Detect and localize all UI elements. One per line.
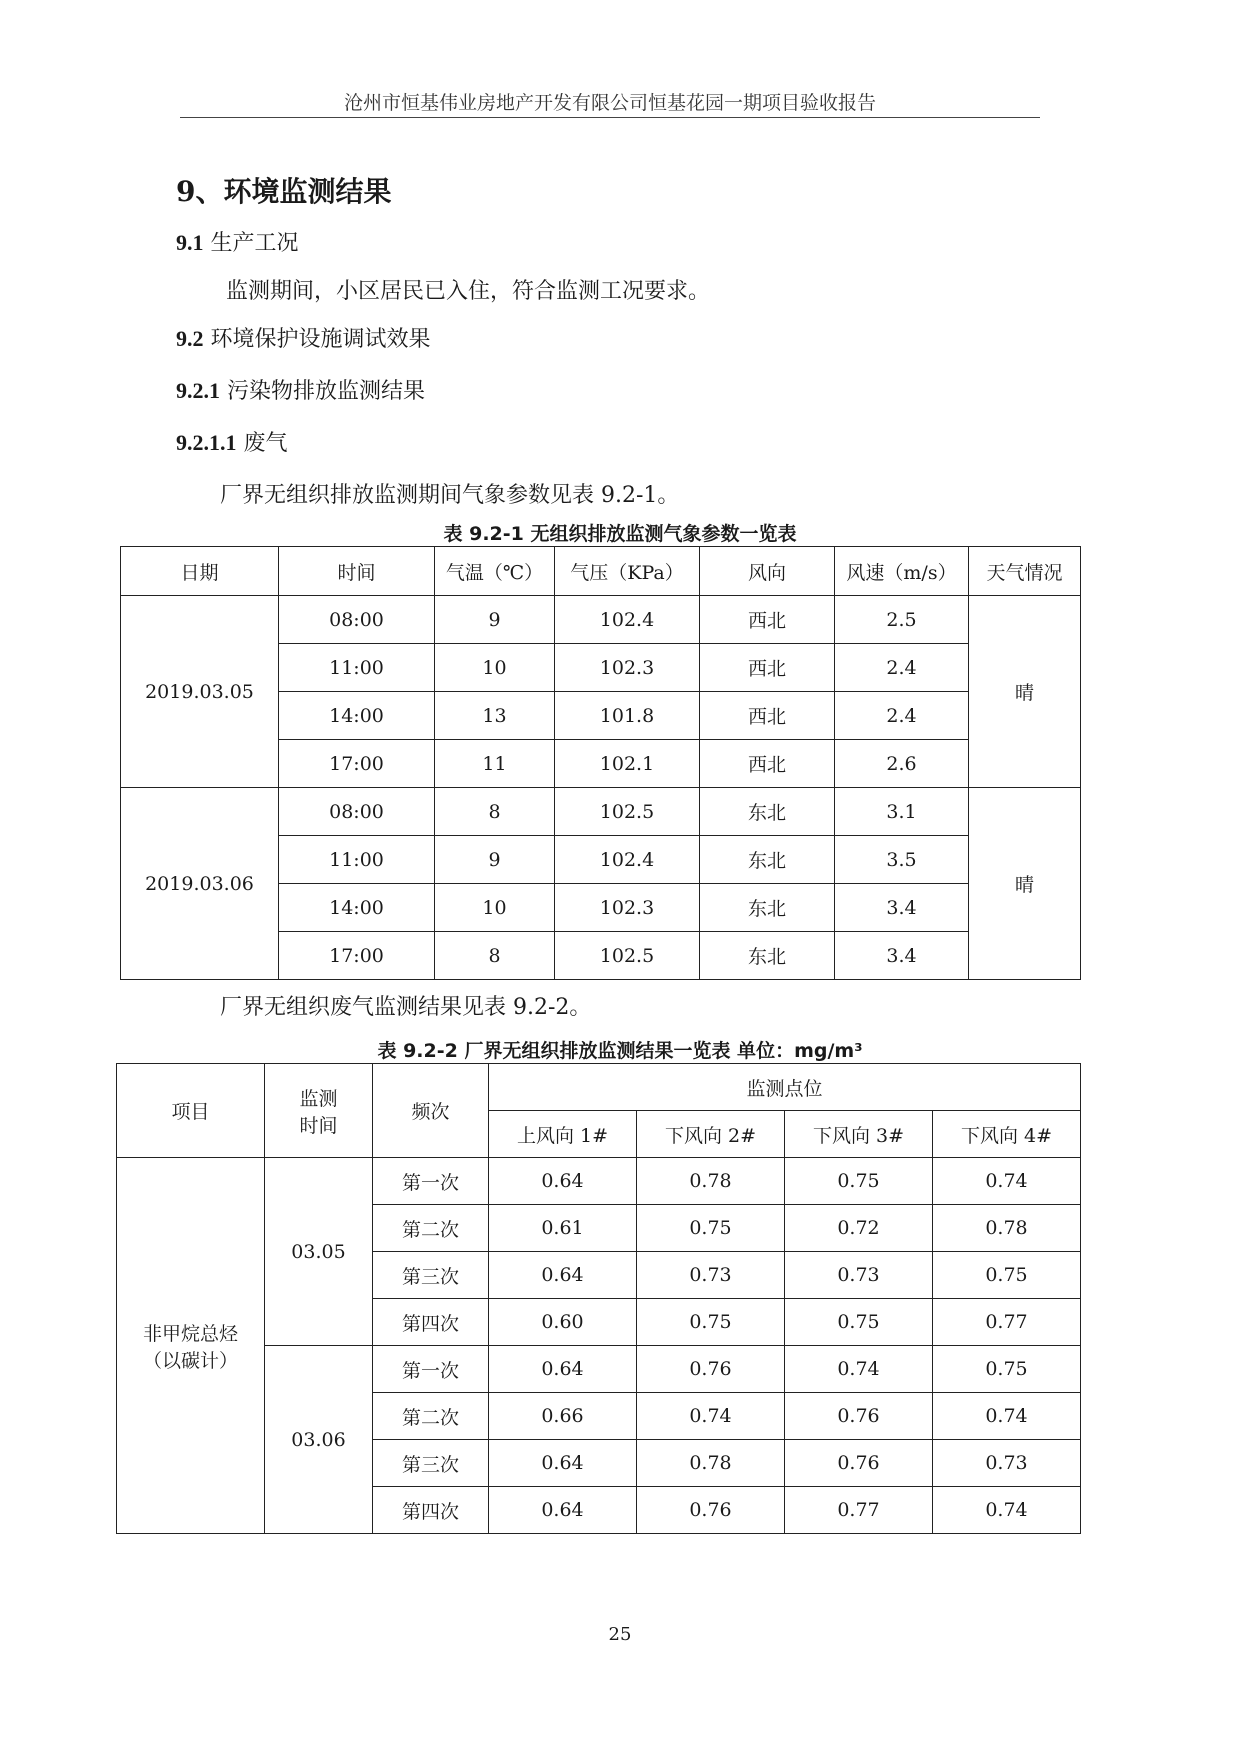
date-cell: 2019.03.06 [121,788,279,980]
column-header [265,1064,373,1158]
table-cell: 0.74 [933,1393,1081,1440]
column-header: 日期 [121,547,279,596]
table-cell: 11 [435,740,555,788]
table-cell: 0.73 [637,1252,785,1299]
table-cell: 8 [435,788,555,836]
report-header: 沧州市恒基伟业房地产开发有限公司恒基花园一期项目验收报告 [343,92,876,114]
heading-9-1 [176,226,299,257]
heading-number: 9.2.1 [176,378,220,403]
table-cell: 14:00 [279,692,435,740]
date-cell: 03.05 [265,1158,373,1346]
table-row [121,596,1081,644]
table-cell: 10 [435,644,555,692]
table-cell: 第四次 [373,1487,489,1534]
table-cell: 3.4 [835,884,969,932]
table-cell: 0.74 [933,1487,1081,1534]
table-cell: 第三次 [373,1440,489,1487]
column-header: 天气情况 [969,547,1081,596]
table-cell: 第一次 [373,1346,489,1393]
table-cell: 西北 [700,692,835,740]
table-cell: 11:00 [279,644,435,692]
heading-9-2-1-1 [176,426,288,457]
heading-text: 环境保护设施调试效果 [210,327,431,352]
table2-caption: 表 9.2-2 厂界无组织排放监测结果一览表 单位：mg/m³ [377,1040,863,1062]
table-cell: 东北 [700,836,835,884]
column-header: 项目 [117,1064,265,1158]
table1-caption: 表 9.2-1 无组织排放监测气象参数一览表 [443,523,797,545]
date-cell: 2019.03.05 [121,596,279,788]
table-cell: 0.75 [785,1299,933,1346]
table-cell: 2.6 [835,740,969,788]
table-cell: 0.78 [933,1205,1081,1252]
table-cell: 0.77 [933,1299,1081,1346]
column-header: 下风向 3# [785,1111,933,1158]
table-cell: 0.75 [933,1346,1081,1393]
table-cell: 2.4 [835,692,969,740]
table-cell: 3.4 [835,932,969,980]
table-cell: 0.74 [933,1158,1081,1205]
date-cell: 03.06 [265,1346,373,1534]
table-cell: 0.76 [637,1346,785,1393]
column-header: 上风向 1# [489,1111,637,1158]
table-cell: 0.64 [489,1158,637,1205]
table-cell: 102.3 [555,884,700,932]
table-cell: 0.66 [489,1393,637,1440]
header-line: 监测 [299,1087,338,1110]
table-cell: 0.74 [785,1346,933,1393]
table-cell: 西北 [700,644,835,692]
table-cell: 0.75 [933,1252,1081,1299]
column-header: 气压（KPa） [555,547,700,596]
paragraph-table1-intro: 厂界无组织排放监测期间气象参数见表 9.2-1。 [220,483,680,508]
column-header: 风向 [700,547,835,596]
table-cell: 08:00 [279,788,435,836]
weather-cell: 晴 [969,788,1081,980]
pollutant-cell [117,1158,265,1534]
table-cell: 0.78 [637,1158,785,1205]
section-title: 9、环境监测结果 [176,175,392,208]
header-divider [180,117,1040,118]
table-cell: 0.75 [637,1205,785,1252]
table-cell: 第四次 [373,1299,489,1346]
column-header: 下风向 2# [637,1111,785,1158]
heading-number: 9.2 [176,326,204,351]
table-cell: 东北 [700,932,835,980]
table-cell: 西北 [700,596,835,644]
table-cell: 102.1 [555,740,700,788]
table-cell: 11:00 [279,836,435,884]
table-cell: 第三次 [373,1252,489,1299]
table-cell: 0.75 [637,1299,785,1346]
paragraph-table2-intro: 厂界无组织废气监测结果见表 9.2-2。 [220,995,592,1020]
heading-9-2 [176,322,431,353]
table-cell: 17:00 [279,740,435,788]
table-cell: 0.76 [637,1487,785,1534]
page-number: 25 [608,1624,632,1645]
table-cell: 102.3 [555,644,700,692]
table-cell: 第二次 [373,1393,489,1440]
table-cell: 0.64 [489,1440,637,1487]
table-cell: 0.75 [785,1158,933,1205]
table-cell: 东北 [700,884,835,932]
table-header-row [121,547,1081,596]
table-cell: 102.4 [555,596,700,644]
table-cell: 3.1 [835,788,969,836]
heading-9-2-1 [176,374,425,405]
column-header: 风速（m/s） [835,547,969,596]
table-cell: 2.5 [835,596,969,644]
heading-text: 污染物排放监测结果 [227,379,426,404]
table-row [117,1158,1081,1205]
table-cell: 0.76 [785,1393,933,1440]
heading-number: 9.1 [176,230,204,255]
table-cell: 第二次 [373,1205,489,1252]
column-header: 频次 [373,1064,489,1158]
pollutant-name: 非甲烷总烃 [142,1322,238,1345]
paragraph-operating-condition: 监测期间，小区居民已入住，符合监测工况要求。 [226,279,711,304]
table-cell: 3.5 [835,836,969,884]
table-header-row [117,1064,1081,1111]
table-cell: 0.60 [489,1299,637,1346]
table-cell: 第一次 [373,1158,489,1205]
table-cell: 0.64 [489,1346,637,1393]
table-cell: 东北 [700,788,835,836]
header-line: 时间 [299,1114,338,1137]
table-cell: 8 [435,932,555,980]
table-row [121,788,1081,836]
table-cell: 0.61 [489,1205,637,1252]
table-cell: 101.8 [555,692,700,740]
column-header: 时间 [279,547,435,596]
table-cell: 0.64 [489,1487,637,1534]
heading-text: 生产工况 [210,231,299,256]
table-cell: 0.76 [785,1440,933,1487]
table-cell: 0.78 [637,1440,785,1487]
table-cell: 0.64 [489,1252,637,1299]
column-header: 下风向 4# [933,1111,1081,1158]
table-cell: 0.77 [785,1487,933,1534]
monitoring-results-table [116,1063,1081,1534]
table-cell: 0.73 [933,1440,1081,1487]
table-cell: 08:00 [279,596,435,644]
table-cell: 9 [435,836,555,884]
table-cell: 17:00 [279,932,435,980]
table-cell: 西北 [700,740,835,788]
weather-parameters-table [120,546,1081,980]
table-cell: 0.74 [637,1393,785,1440]
table-cell: 2.4 [835,644,969,692]
weather-cell: 晴 [969,596,1081,788]
table-cell: 10 [435,884,555,932]
table-cell: 9 [435,596,555,644]
table-cell: 0.72 [785,1205,933,1252]
table-cell: 0.73 [785,1252,933,1299]
heading-text: 废气 [243,431,288,456]
table-cell: 13 [435,692,555,740]
table-cell: 102.5 [555,932,700,980]
table-cell: 14:00 [279,884,435,932]
column-group-header: 监测点位 [489,1064,1081,1111]
table-cell: 102.5 [555,788,700,836]
table-cell: 102.4 [555,836,700,884]
heading-number: 9.2.1.1 [176,430,237,455]
pollutant-note: （以碳计） [142,1349,238,1372]
column-header: 气温（℃） [435,547,555,596]
